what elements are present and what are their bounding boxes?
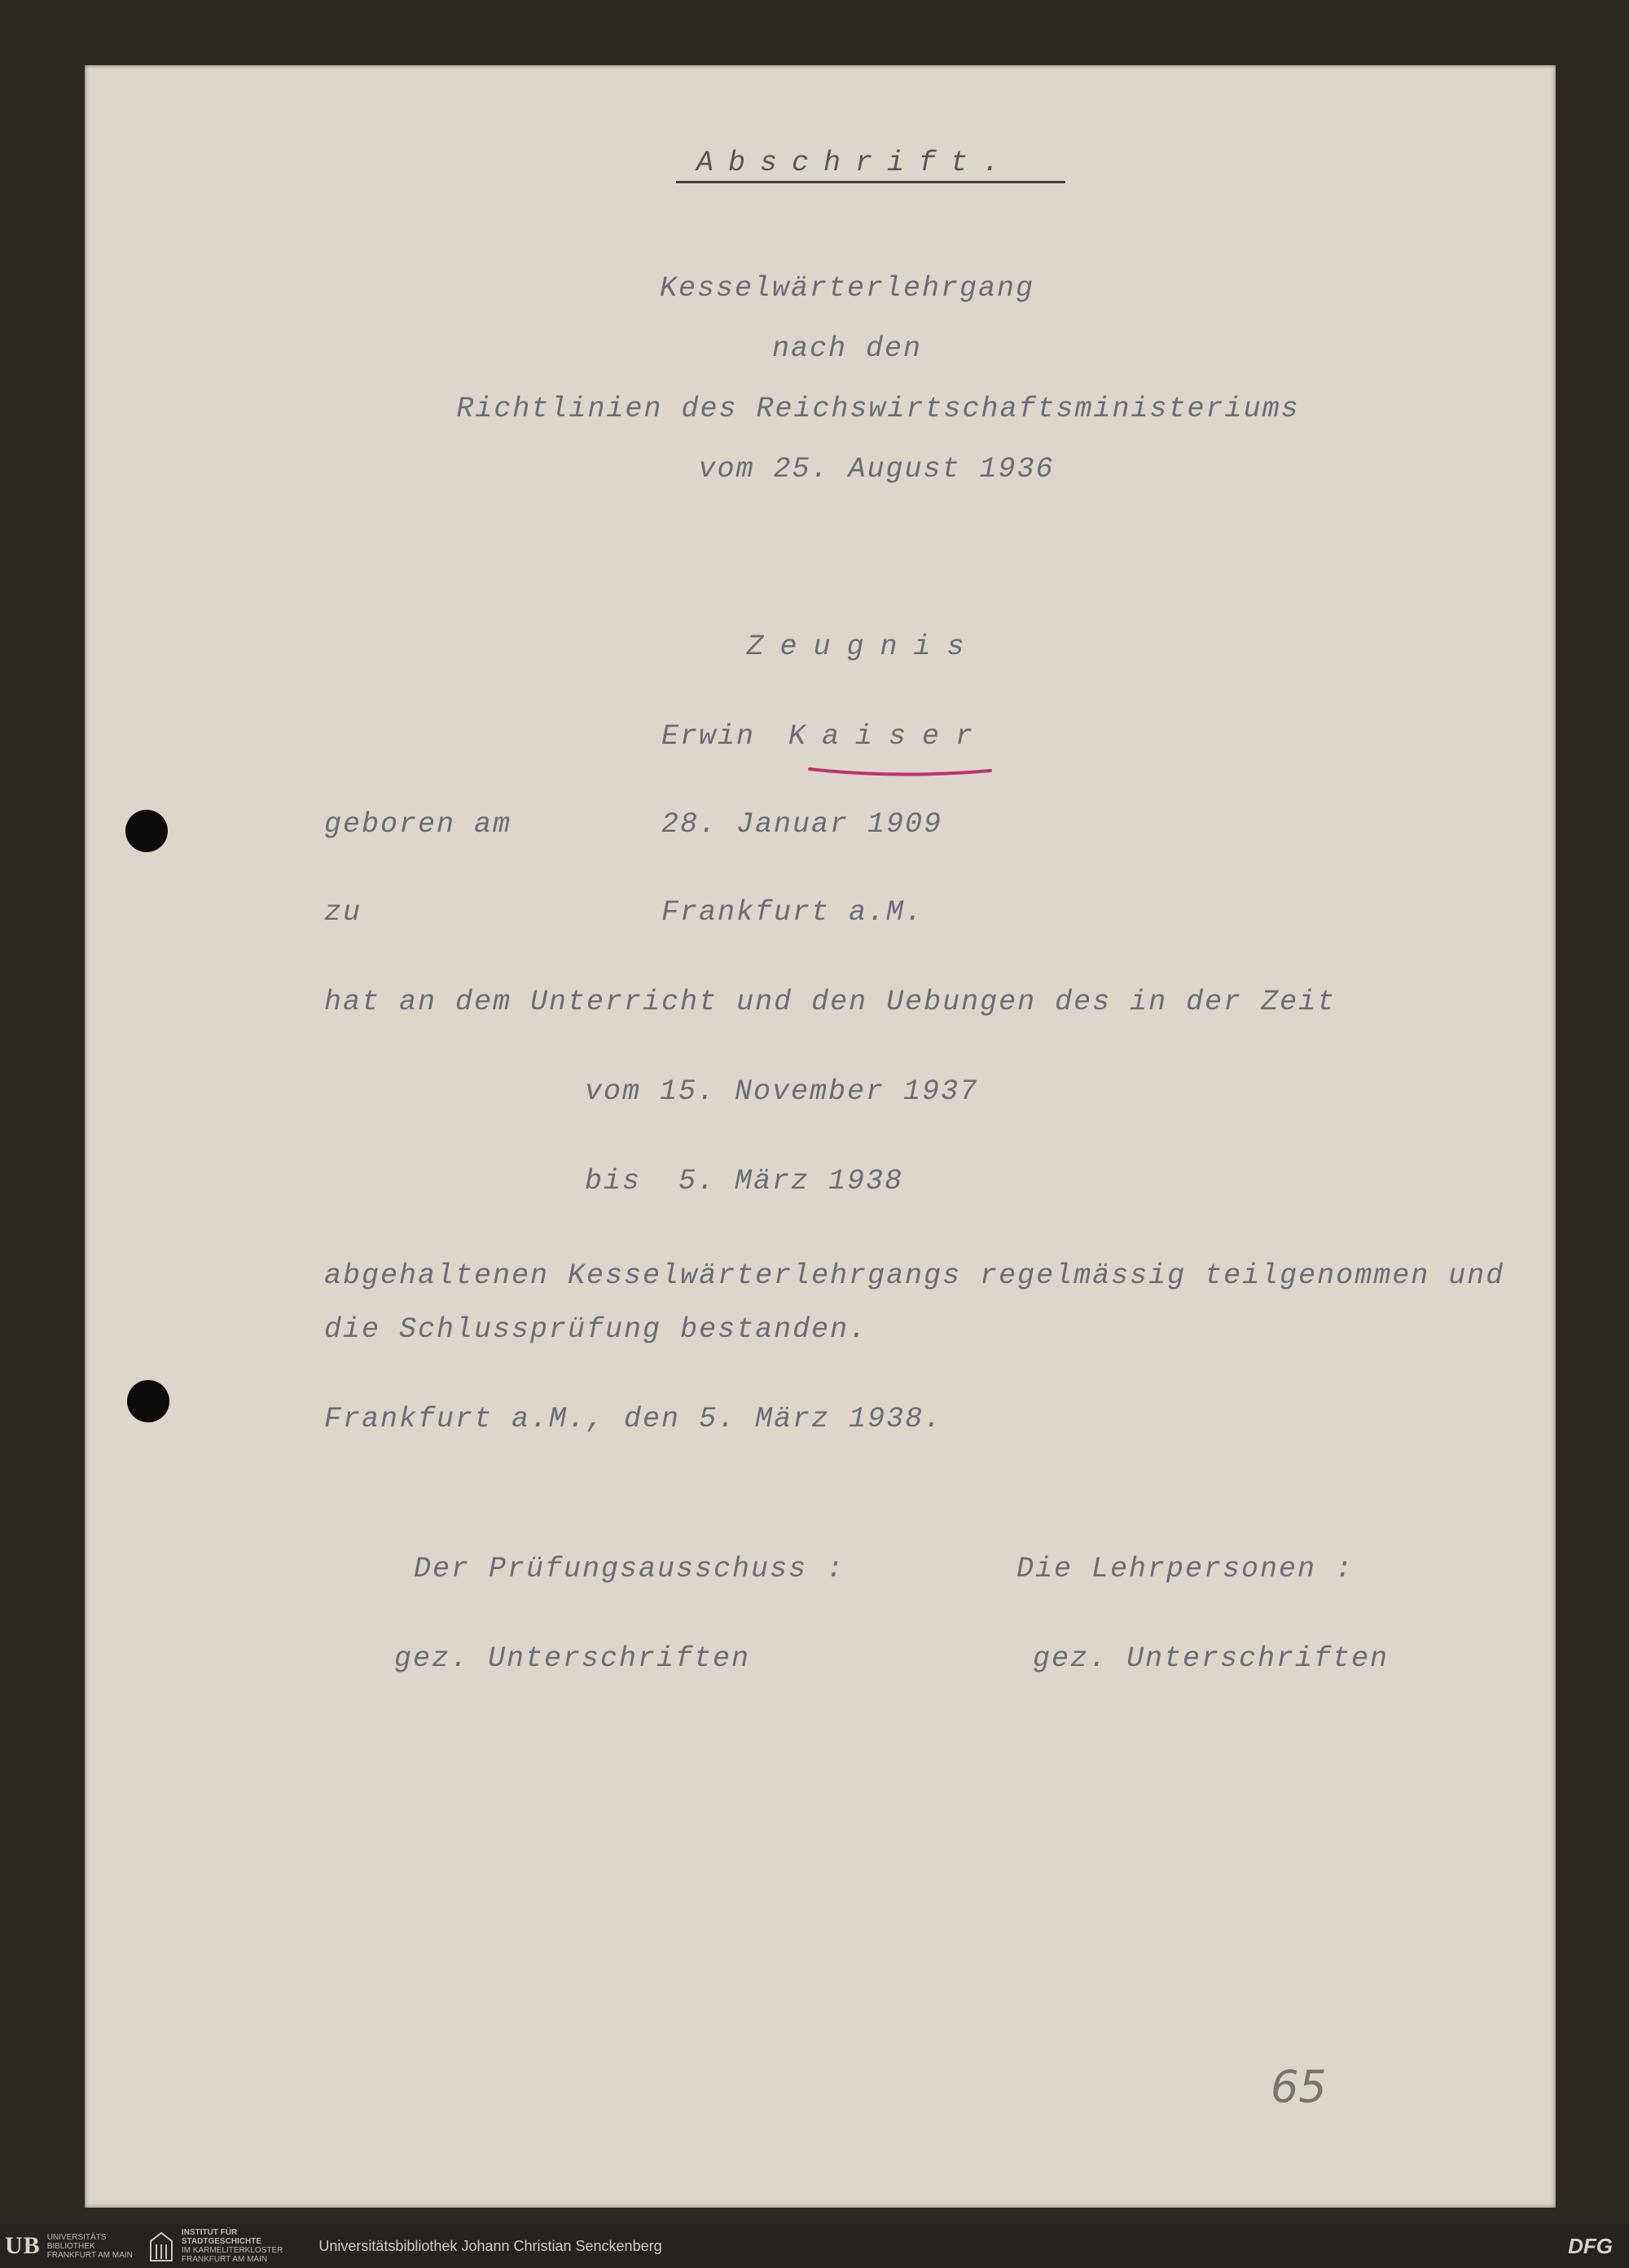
last-name: Kaiser (788, 720, 990, 753)
page-number: 65 (1271, 2061, 1327, 2112)
place-value: Frankfurt a.M. (661, 896, 924, 929)
course-line-3: Richtlinien des Reichswirtschaftsministeriums (456, 393, 1300, 425)
institute-text-line: IM KARMELITERKLOSTER (181, 2246, 283, 2255)
place-label: zu (324, 896, 362, 929)
course-title: Kesselwärterlehrgang (659, 272, 1035, 305)
institute-text-line: INSTITUT FÜR (181, 2228, 238, 2237)
institute-text-line: FRANKFURT AM MAIN (181, 2255, 268, 2264)
participation-line: hat an dem Unterricht und den Uebungen des in der Zeit (324, 986, 1337, 1018)
punch-hole-bottom (127, 1380, 169, 1422)
ub-text-line: UNIVERSITÄTS (46, 2232, 107, 2242)
heading-underline (676, 181, 1065, 183)
dfg-logo: DFG (1568, 2234, 1613, 2258)
punch-hole-top (125, 810, 168, 852)
teachers-label: Die Lehrpersonen : (1016, 1553, 1355, 1585)
teachers-signature: gez. Unterschriften (1033, 1642, 1390, 1675)
course-date: vom 25. August 1936 (698, 453, 1055, 486)
ub-text-line: BIBLIOTHEK (46, 2241, 95, 2251)
result-line-2: die Schlussprüfung bestanden. (324, 1313, 868, 1346)
place-date: Frankfurt a.M., den 5. März 1938. (324, 1403, 943, 1435)
footer-caption: Universitätsbibliothek Johann Christian Senckenberg (318, 2237, 662, 2254)
result-line-1: abgehaltenen Kesselwärterlehrgangs regelmässig teilgenommen und (324, 1259, 1505, 1292)
ub-logo-text (47, 2233, 133, 2260)
institute-building-icon (147, 2230, 175, 2262)
certificate-title: Zeugnis (746, 631, 981, 663)
first-name: Erwin (661, 720, 756, 753)
committee-label: Der Prüfungsausschuss : (414, 1553, 845, 1585)
institute-logo-text (182, 2228, 283, 2264)
ub-text-line: FRANKFURT AM MAIN (46, 2250, 133, 2260)
ub-logo: UB (5, 2232, 41, 2259)
course-line-2: nach den (771, 332, 923, 365)
committee-signature: gez. Unterschriften (394, 1642, 751, 1675)
document-page (85, 65, 1556, 2208)
period-from: vom 15. November 1937 (585, 1075, 979, 1108)
born-label: geboren am (324, 808, 512, 841)
born-value: 28. Januar 1909 (661, 808, 943, 841)
period-to: bis 5. März 1938 (585, 1165, 904, 1198)
document-heading: Abschrift. (696, 147, 1015, 179)
institute-text-line: STADTGESCHICHTE (181, 2237, 262, 2246)
footer-bar (0, 2224, 1629, 2268)
ub-logo-block (0, 2224, 297, 2268)
name-underline-mark (806, 764, 994, 780)
